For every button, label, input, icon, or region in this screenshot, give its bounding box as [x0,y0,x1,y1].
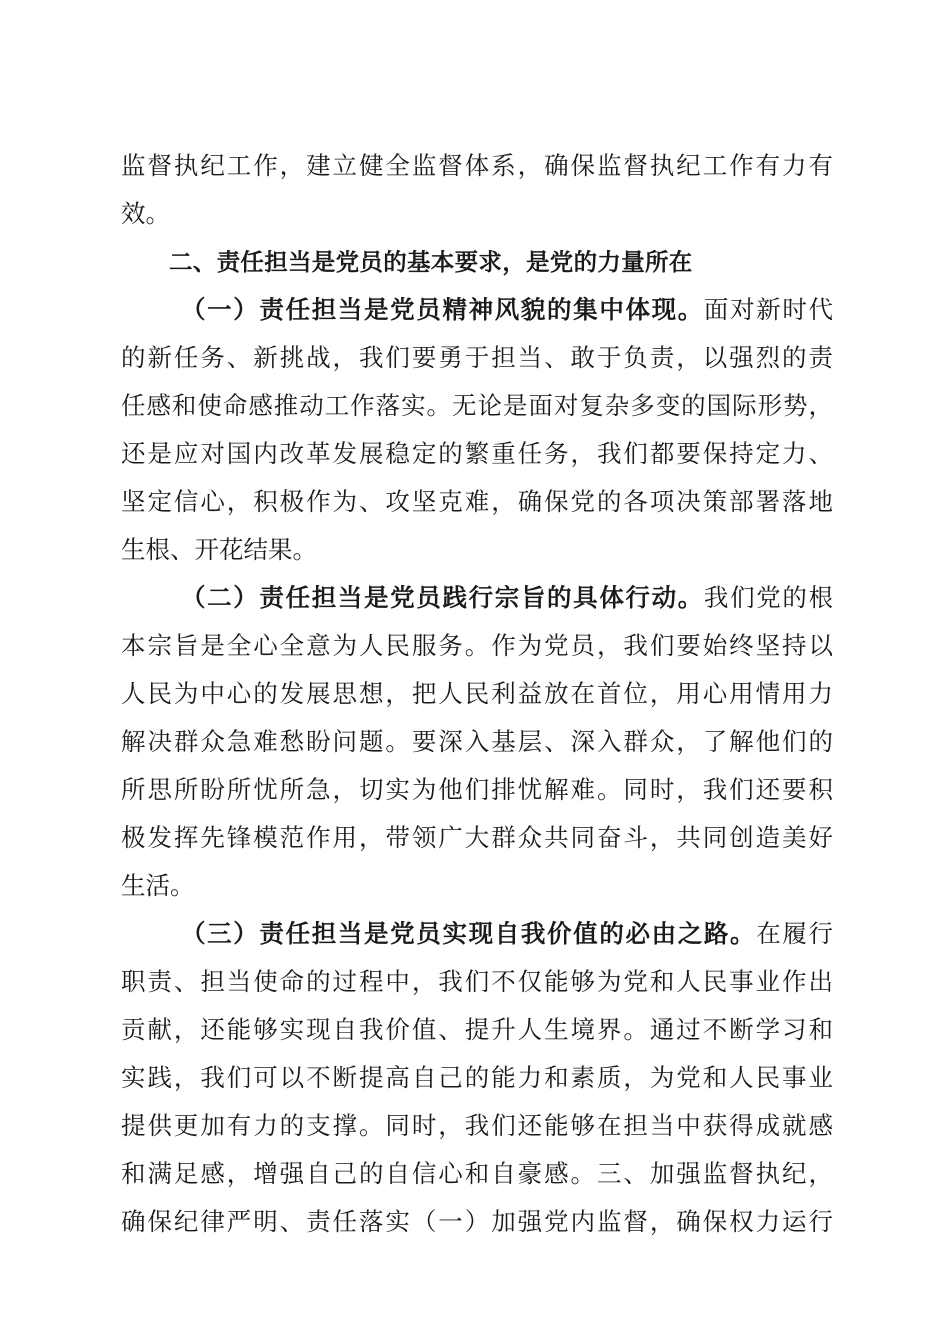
paragraph-line: 生活。 [121,871,195,900]
paragraph-line: 贡献，还能够实现自我价值、提升人生境界。通过不断学习和 [121,1015,833,1044]
paragraph-line: 和满足感，增强自己的自信心和自豪感。三、加强监督执纪， [121,1159,833,1188]
paragraph-lead: （二）责任担当是党员践行宗旨的具体行动。 [181,583,704,612]
paragraph-first-line [121,574,833,622]
paragraph-line: 提供更加有力的支撑。同时，我们还能够在担当中获得成就感 [121,1111,833,1140]
paragraph-line: 效。 [121,199,170,228]
paragraph-line: 人民为中心的发展思想，把人民利益放在首位，用心用情用力 [121,679,833,708]
document-page [121,142,833,1246]
section-heading: 二、责任担当是党员的基本要求，是党的力量所在 [169,248,693,276]
paragraph-lead: （三）责任担当是党员实现自我价值的必由之路。 [181,919,757,948]
paragraph-line: 实践，我们可以不断提高自己的能力和素质，为党和人民事业 [121,1063,833,1092]
paragraph-line: 解决群众急难愁盼问题。要深入基层、深入群众，了解他们的 [121,727,833,756]
paragraph-line: 所思所盼所忧所急，切实为他们排忧解难。同时，我们还要积 [121,775,833,804]
paragraph-line: 坚定信心，积极作为、攻坚克难，确保党的各项决策部署落地 [121,487,833,516]
paragraph-text: 在履行 [756,919,833,948]
paragraph-line: 还是应对国内改革发展稳定的繁重任务，我们都要保持定力、 [121,439,833,468]
paragraph-line: 的新任务、新挑战，我们要勇于担当、敢于负责，以强烈的责 [121,343,833,372]
paragraph-line: 职责、担当使命的过程中，我们不仅能够为党和人民事业作出 [121,967,833,996]
paragraph-line: 确保纪律严明、责任落实（一）加强党内监督，确保权力运行 [121,1207,833,1236]
paragraph-text: 面对新时代 [703,295,833,324]
paragraph-lead: （一）责任担当是党员精神风貌的集中体现。 [181,295,704,324]
paragraph-text: 我们党的根 [703,583,833,612]
paragraph-line: 生根、开花结果。 [121,535,317,564]
paragraph-line: 任感和使命感推动工作落实。无论是面对复杂多变的国际形势， [121,391,833,420]
paragraph-first-line [121,286,833,334]
paragraph-first-line [121,910,833,958]
paragraph-line: 极发挥先锋模范作用，带领广大群众共同奋斗，共同创造美好 [121,823,833,852]
paragraph-line: 本宗旨是全心全意为人民服务。作为党员，我们要始终坚持以 [121,631,833,660]
paragraph-line: 监督执纪工作，建立健全监督体系，确保监督执纪工作有力有 [121,151,833,180]
